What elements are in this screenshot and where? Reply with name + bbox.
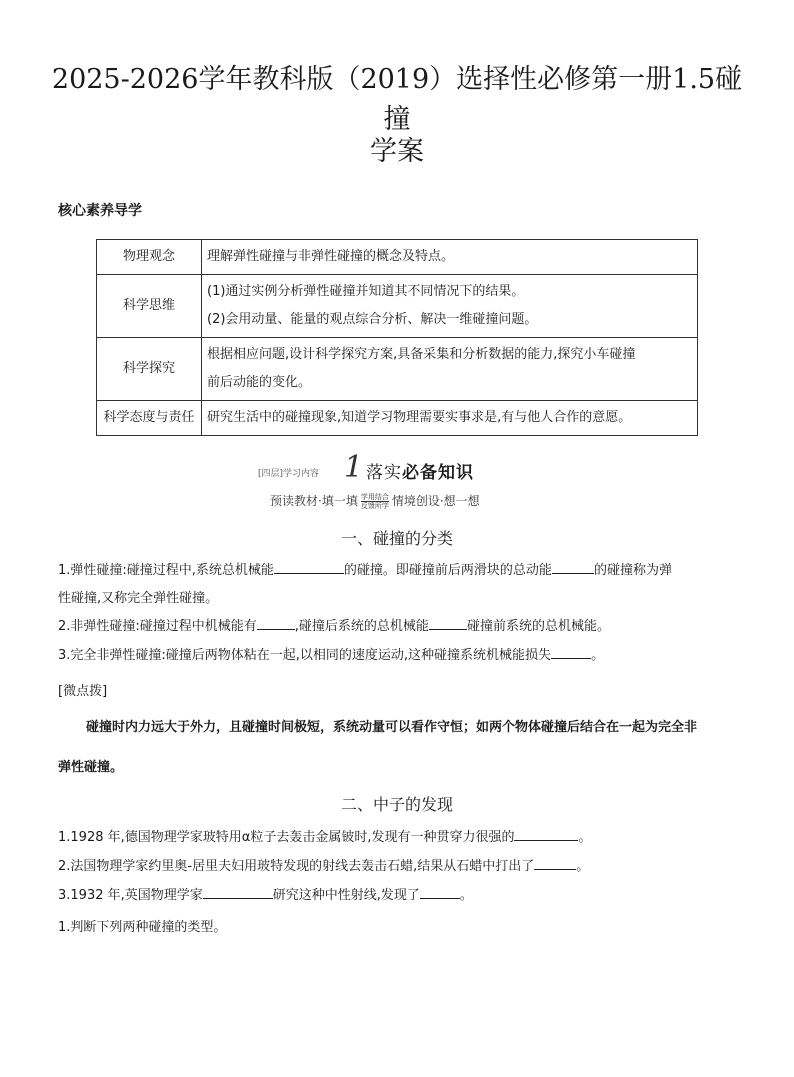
- answer-blank[interactable]: [551, 644, 591, 659]
- table-content-cell: [202, 401, 698, 436]
- banner-title: [366, 458, 474, 483]
- section1-item2: [58, 613, 738, 641]
- table-line: 前后动能的变化。: [207, 375, 312, 390]
- banner-frac-bottom: 反馈所学: [360, 502, 389, 510]
- text: 的碰撞称为弹: [593, 563, 672, 578]
- text: 3.完全非弹性碰撞:碰撞后两物体粘在一起,以相同的速度运动,这种碰撞系统机械能损失: [58, 648, 552, 663]
- text: 的碰撞。即碰撞前后两滑块的总动能: [343, 563, 552, 578]
- table-row: [97, 401, 698, 436]
- tip-text-line2: 弹性碰撞。: [58, 760, 124, 775]
- banner-subtitle: [270, 492, 480, 510]
- section2-item2: [58, 853, 738, 881]
- question-item: 1.判断下列两种碰撞的类型。: [58, 920, 227, 935]
- core-literacy-heading: 核心素养导学: [58, 203, 142, 219]
- table-content-cell: [202, 338, 698, 401]
- text: 。: [578, 830, 592, 845]
- banner-frac-top: 学用结合: [360, 493, 389, 501]
- banner-sub-right: 情境创设·想一想: [391, 494, 480, 508]
- table-content-cell: [202, 275, 698, 338]
- table-line: 理解弹性碰撞与非弹性碰撞的概念及特点。: [207, 249, 455, 264]
- text: 2.法国物理学家约里奥-居里夫妇用玻特发现的射线去轰击石蜡,结果从石蜡中打出了: [58, 859, 535, 874]
- banner-sub-left: 预读教材·填一填: [270, 494, 358, 508]
- banner-title-plain: 落实: [366, 463, 402, 483]
- answer-blank[interactable]: [514, 826, 578, 841]
- answer-blank[interactable]: [257, 615, 295, 630]
- text: ,碰撞后系统的总机械能: [294, 619, 429, 634]
- text: 。: [459, 888, 473, 903]
- answer-blank[interactable]: [274, 559, 344, 574]
- section1-heading: 一、碰撞的分类: [340, 529, 453, 548]
- table-category-cell: 科学态度与责任: [97, 401, 202, 436]
- text: 性碰撞,又称完全弹性碰撞。: [58, 591, 219, 606]
- core-literacy-table: [96, 239, 698, 436]
- table-category-cell: 物理观念: [97, 240, 202, 275]
- document-title-line1: 2025-2026学年教科版（2019）选择性必修第一册1.5碰撞: [51, 64, 743, 135]
- answer-blank[interactable]: [429, 615, 467, 630]
- table-content-cell: [202, 240, 698, 275]
- section2-heading: 二、中子的发现: [340, 795, 453, 814]
- answer-blank[interactable]: [420, 884, 460, 899]
- text: 1.1928 年,德国物理学家玻特用α粒子去轰击金属铍时,发现有一种贯穿力很强的: [58, 830, 515, 845]
- table-row: [97, 275, 698, 338]
- banner-title-bold: 必备知识: [402, 463, 474, 483]
- section2-item1: [58, 824, 738, 852]
- banner-number: 1: [344, 450, 364, 485]
- text: 2.非弹性碰撞:碰撞过程中机械能有: [58, 619, 257, 634]
- table-line: 根据相应问题,设计科学探究方案,具备采集和分析数据的能力,探究小车碰撞: [207, 347, 636, 362]
- table-line: (1)通过实例分析弹性碰撞并知道其不同情况下的结果。: [207, 284, 525, 299]
- text: 。: [576, 859, 590, 874]
- section1-item1: [58, 557, 738, 613]
- text: 研究这种中性射线,发现了: [272, 888, 420, 903]
- text: 碰撞前系统的总机械能。: [466, 619, 610, 634]
- text: 1.弹性碰撞:碰撞过程中,系统总机械能: [58, 563, 274, 578]
- document-title-line2: 学案: [370, 136, 424, 167]
- tip-text-line1: 碰撞时内力远大于外力，且碰撞时间极短，系统动量可以看作守恒；如两个物体碰撞后结合在一起为完全非: [86, 720, 698, 735]
- table-category-cell: 科学思维: [97, 275, 202, 338]
- banner-fraction: [361, 493, 389, 510]
- learning-content-banner: [258, 452, 538, 512]
- answer-blank[interactable]: [552, 559, 594, 574]
- banner-tag: [四层]学习内容: [258, 469, 320, 479]
- section2-item3: [58, 882, 738, 910]
- table-row: [97, 338, 698, 401]
- table-category-cell: 科学探究: [97, 338, 202, 401]
- table-line: 研究生活中的碰撞现象,知道学习物理需要实事求是,有与他人合作的意愿。: [207, 410, 632, 425]
- table-line: (2)会用动量、能量的观点综合分析、解决一维碰撞问题。: [207, 312, 538, 327]
- table-row: [97, 240, 698, 275]
- text: 。: [591, 648, 605, 663]
- answer-blank[interactable]: [534, 855, 576, 870]
- answer-blank[interactable]: [203, 884, 273, 899]
- section1-item3: [58, 642, 738, 670]
- tip-label: [微点拨]: [58, 684, 108, 699]
- text: 3.1932 年,英国物理学家: [58, 888, 203, 903]
